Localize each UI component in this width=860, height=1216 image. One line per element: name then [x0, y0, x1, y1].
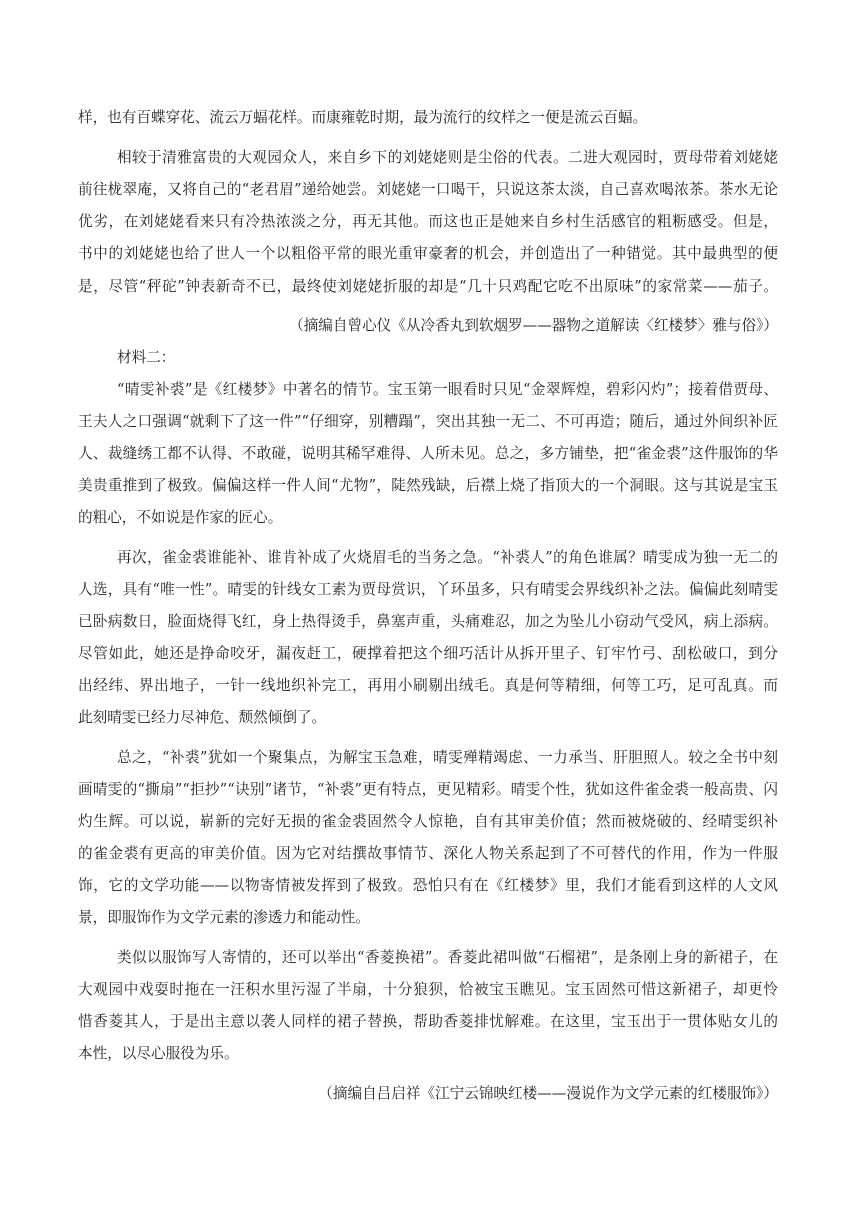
paragraph-line: 灼生辉。可以说，崭新的完好无损的雀金裘固然令人惊艳，自有其审美价值；然而被烧破的、经晴雯织补	[78, 813, 778, 830]
paragraph-line: 优劣，在刘姥姥看来只有冷热浓淡之分，再无其他。而这也正是她来自乡村生活感官的粗粝感受。但是，	[78, 213, 778, 230]
paragraph-line: 书中的刘姥姥也给了世人一个以粗俗平常的眼光重审豪奢的机会，并创造出了一种错觉。其中最典型的便	[78, 245, 778, 262]
paragraph-line: 人、裁缝绣工都不认得、不敢碰，说明其稀罕难得、人所未见。总之，多方铺垫，把“雀金裘”这件服饰的华	[78, 445, 778, 462]
paragraph-line: “晴雯补裘”是《红楼梦》中著名的情节。宝玉第一眼看时只见“金翠辉煌，碧彩闪灼”；接着借贾母、	[117, 381, 778, 398]
paragraph-line: 前往栊翠庵，又将自己的“老君眉”递给她尝。刘姥姥一口喝干，只说这茶太淡，自己喜欢喝浓茶。茶水无论	[78, 181, 778, 198]
citation: （摘编自曾心仪《从冷香丸到软烟罗——器物之道解读〈红楼梦〉雅与俗》）	[289, 317, 778, 334]
paragraph-line: 样，也有百蝶穿花、流云万蝠花样。而康雍乾时期，最为流行的纹样之一便是流云百蝠。	[78, 109, 648, 126]
paragraph-line: 美贵重推到了极致。偏偏这样一件人间“尤物”，陡然残缺，后襟上烧了指顶大的一个洞眼。这与其说是宝玉	[78, 477, 778, 494]
paragraph-line: 已卧病数日，脸面烧得飞红，身上热得烫手，鼻塞声重，头痛难忍，加之为坠儿小窃动气受风，病上添病。	[78, 613, 778, 630]
paragraph-line: 此刻晴雯已经力尽神危、颓然倾倒了。	[78, 709, 327, 726]
paragraph-line: 出经纬、界出地子，一针一线地织补完工，再用小刷剔出绒毛。真是何等精细，何等工巧，足可乱真。而	[78, 677, 778, 694]
paragraph-line: 人选，具有“唯一性”。晴雯的针线女工素为贾母赏识，丫环虽多，只有晴雯会界线织补之法。偏偏此刻晴雯	[78, 581, 778, 598]
paragraph-line: 尽管如此，她还是挣命咬牙，漏夜赶工，硬撑着把这个细巧活计从拆开里子、钉牢竹弓、刮松破口，到分	[78, 645, 778, 662]
citation: （摘编自吕启祥《江宁云锦映红楼——漫说作为文学元素的红楼服饰》）	[318, 1085, 778, 1102]
paragraph-line: 本性，以尽心服役为乐。	[78, 1045, 239, 1062]
paragraph-line: 再次，雀金裘谁能补、谁肯补成了火烧眉毛的当务之急。“补裘人”的角色谁属？晴雯成为独一无二的	[117, 549, 778, 566]
paragraph-line: 总之，“补裘”犹如一个聚集点，为解宝玉急难，晴雯殚精竭虑、一力承当、肝胆照人。较之全书中刻	[117, 749, 778, 766]
paragraph-line: 的粗心，不如说是作家的匠心。	[78, 509, 283, 526]
paragraph-line: 画晴雯的“撕扇”“拒抄”“诀别”诸节，“补裘”更有特点，更见精彩。晴雯个性，犹如这件雀金裘一般高贵、闪	[78, 781, 778, 798]
paragraph-line: 是，尽管“秤砣”钟表新奇不已，最终使刘姥姥折服的却是“几十只鸡配它吃不出原味”的家常菜——茄子。	[78, 278, 778, 295]
paragraph-line: 类似以服饰写人寄情的，还可以举出“香菱换裙”。香菱此裙叫做“石榴裙”，是条刚上身的新裙子，在	[117, 949, 778, 966]
paragraph-line: 景，即服饰作为文学元素的渗透力和能动性。	[78, 909, 370, 926]
paragraph-line: 饰，它的文学功能——以物寄情被发挥到了极致。恐怕只有在《红楼梦》里，我们才能看到这样的人文风	[78, 877, 778, 894]
section-label: 材料二：	[117, 349, 176, 366]
paragraph-line: 相较于清雅富贵的大观园众人，来自乡下的刘姥姥则是尘俗的代表。二进大观园时，贾母带着刘姥姥	[117, 149, 778, 166]
paragraph-line: 的雀金裘有更高的审美价值。因为它对结撰故事情节、深化人物关系起到了不可替代的作用，作为一件服	[78, 845, 778, 862]
paragraph-line: 惜香菱其人，于是出主意以袭人同样的裙子替换，帮助香菱排忧解难。在这里，宝玉出于一贯体贴女儿的	[78, 1013, 778, 1030]
paragraph-line: 王夫人之口强调“就剩下了这一件”“仔细穿，别糟蹋”，突出其独一无二、不可再造；随后，通过外间织补匠	[78, 413, 778, 430]
paragraph-line: 大观园中戏耍时拖在一汪积水里污湿了半扇，十分狼狈，恰被宝玉瞧见。宝玉固然可惜这新裙子，却更怜	[78, 981, 778, 998]
